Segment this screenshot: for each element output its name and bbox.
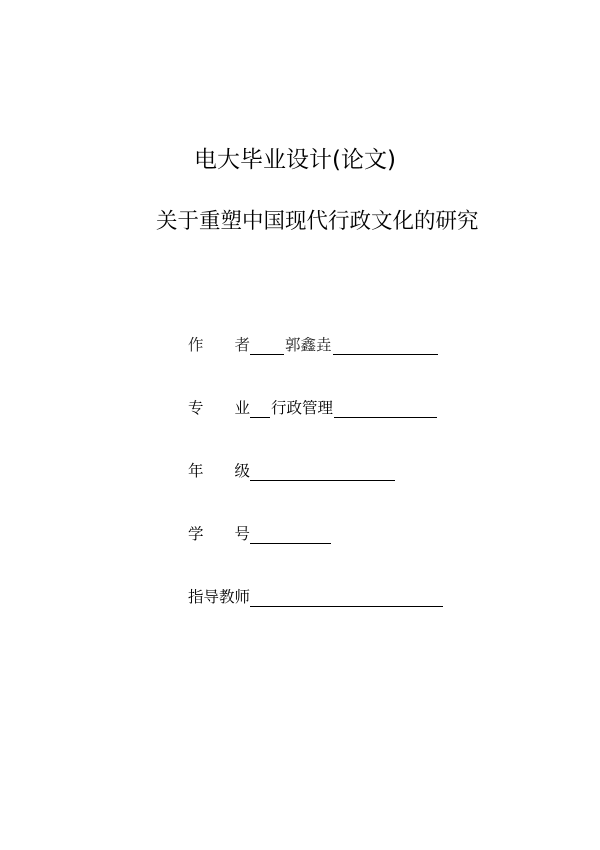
- advisor-underline: [250, 588, 443, 607]
- student-id-label-char-2: 号: [234, 525, 251, 543]
- student-id-label-char-1: 学: [188, 525, 204, 543]
- major-underline-lead: [250, 399, 270, 418]
- author-underline-trail: [333, 336, 438, 355]
- advisor-field: [188, 587, 443, 607]
- author-label-char-2: 者: [234, 336, 251, 354]
- author-field: [188, 335, 438, 355]
- major-field: [188, 398, 437, 418]
- grade-underline: [250, 462, 395, 481]
- major-underline-trail: [334, 399, 437, 418]
- student-id-underline: [250, 525, 331, 544]
- author-value: 郭鑫垚: [285, 336, 332, 354]
- grade-label-char-1: 年: [188, 462, 204, 480]
- major-label-char-1: 专: [188, 399, 204, 417]
- author-underline-lead: [250, 336, 284, 355]
- major-value: 行政管理: [271, 399, 334, 417]
- grade-field: [188, 461, 395, 481]
- thesis-subtitle: 关于重塑中国现代行政文化的研究: [156, 209, 479, 234]
- cover-title: 电大毕业设计(论文): [194, 147, 396, 173]
- student-id-field: [188, 524, 331, 544]
- author-label-char-1: 作: [188, 336, 204, 354]
- major-label-char-2: 业: [234, 399, 251, 417]
- advisor-label: 指导教师: [188, 588, 251, 606]
- grade-label-char-2: 级: [234, 462, 251, 480]
